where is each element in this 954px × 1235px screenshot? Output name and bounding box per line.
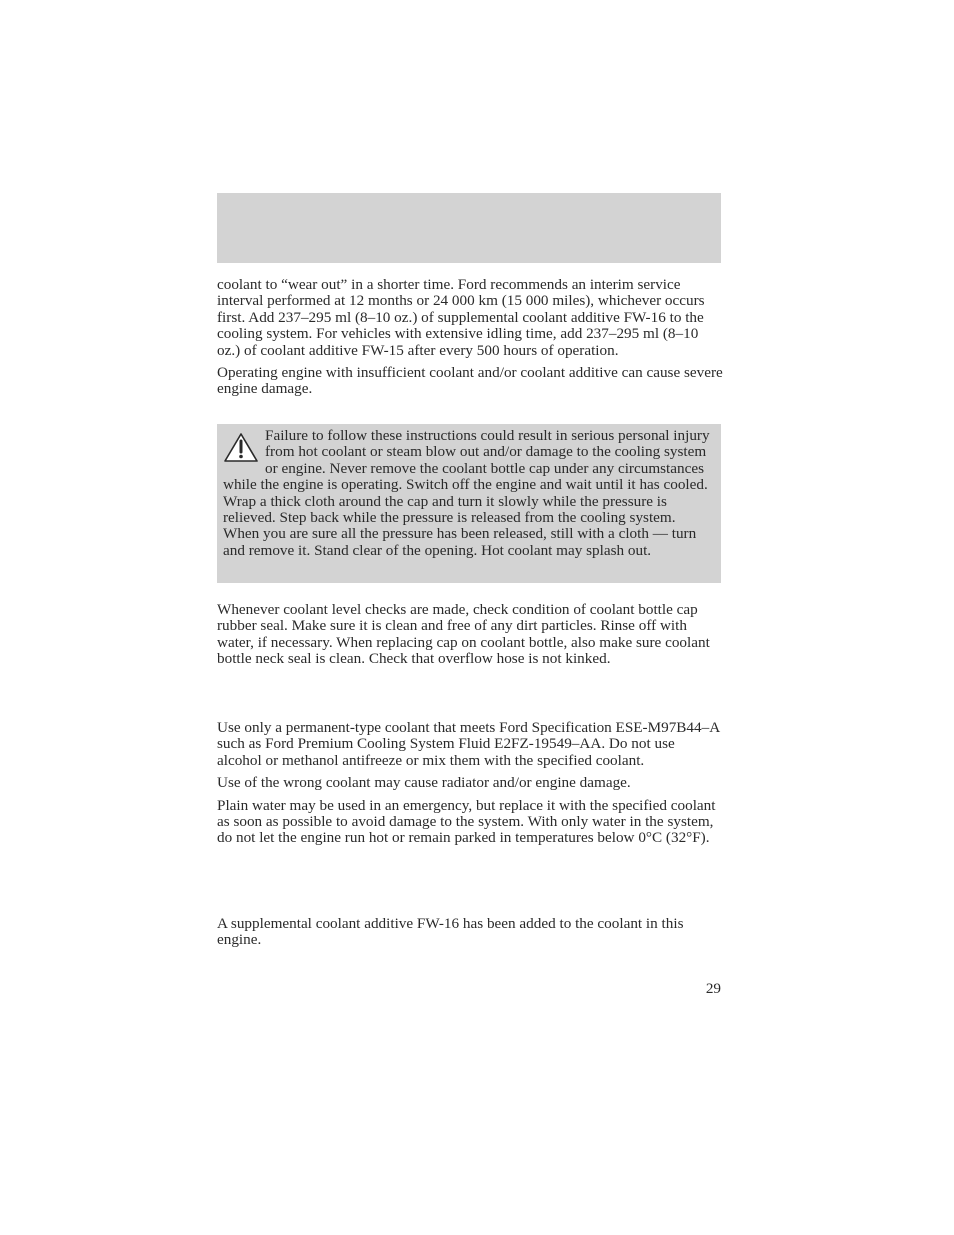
warning-box: [217, 424, 721, 583]
intro-section: [217, 277, 723, 398]
paragraph-interim-service: coolant to “wear out” in a shorter time. Ford recommends an interim service interval performed at 12 months or 24 000 km (15 000 miles), whichever occurs first. Add 237–295 ml (8–10 oz.) of supplemental coolant additive FW-16 to the cooling system. For vehicles with extensive idling time, add 237–295 ml (8–10 oz.) of coolant additive FW-15 after every 500 hours of operation.: [217, 276, 705, 359]
paragraph-engine-damage: Operating engine with insufficient coolant and/or coolant additive can cause severe engine damage.: [217, 364, 723, 398]
page-number: 29: [705, 980, 721, 997]
paragraph-coolant-spec: Use only a permanent-type coolant that meets Ford Specification ESE-M97B44–A such as Ford Premium Cooling System Fluid E2FZ-19549–AA. Do not use alcohol or methanol antifreeze or mix them with the specified coolant.: [217, 719, 720, 769]
paragraph-plain-water: Plain water may be used in an emergency, but replace it with the specified coolant as soon as possible to avoid damage to the system. With only water in the system, do not let the engine run hot or remain parked in temperatures below 0°C (32°F).: [217, 796, 716, 847]
header-band: [217, 193, 721, 263]
paragraph-wrong-coolant: Use of the wrong coolant may cause radiator and/or engine damage.: [217, 774, 631, 792]
warning-text: Failure to follow these instructions could result in serious personal injury from hot coolant or steam blow out and/or damage to the cooling system or engine. Never remove the coolant bottle cap under any circumstances while the engine is operating. Switch off the engine and wait until it has cooled. Wrap a thick cloth around the cap and turn it slowly while the pressure is relieved. Step back while the pressure is released from the cooling system. When you are sure all the pressure has been released, still with a cloth — turn and remove it. Stand clear of the opening. Hot coolant may splash out.: [223, 427, 710, 559]
coolant-type-section: [217, 720, 723, 847]
paragraph-additive: A supplemental coolant additive FW-16 has been added to the coolant in this engine.: [217, 915, 684, 949]
additive-section: [217, 916, 723, 949]
paragraph-cap-seal: Whenever coolant level checks are made, check condition of coolant bottle cap rubber seal. Make sure it is clean and free of any dirt particles. Rinse off with water, if necessary. When replacing cap on coolant bottle, also make sure coolant bottle neck seal is clean. Check that overflow hose is not kinked.: [217, 601, 710, 668]
cap-check-section: [217, 602, 723, 668]
warning-triangle-icon: [223, 431, 259, 465]
